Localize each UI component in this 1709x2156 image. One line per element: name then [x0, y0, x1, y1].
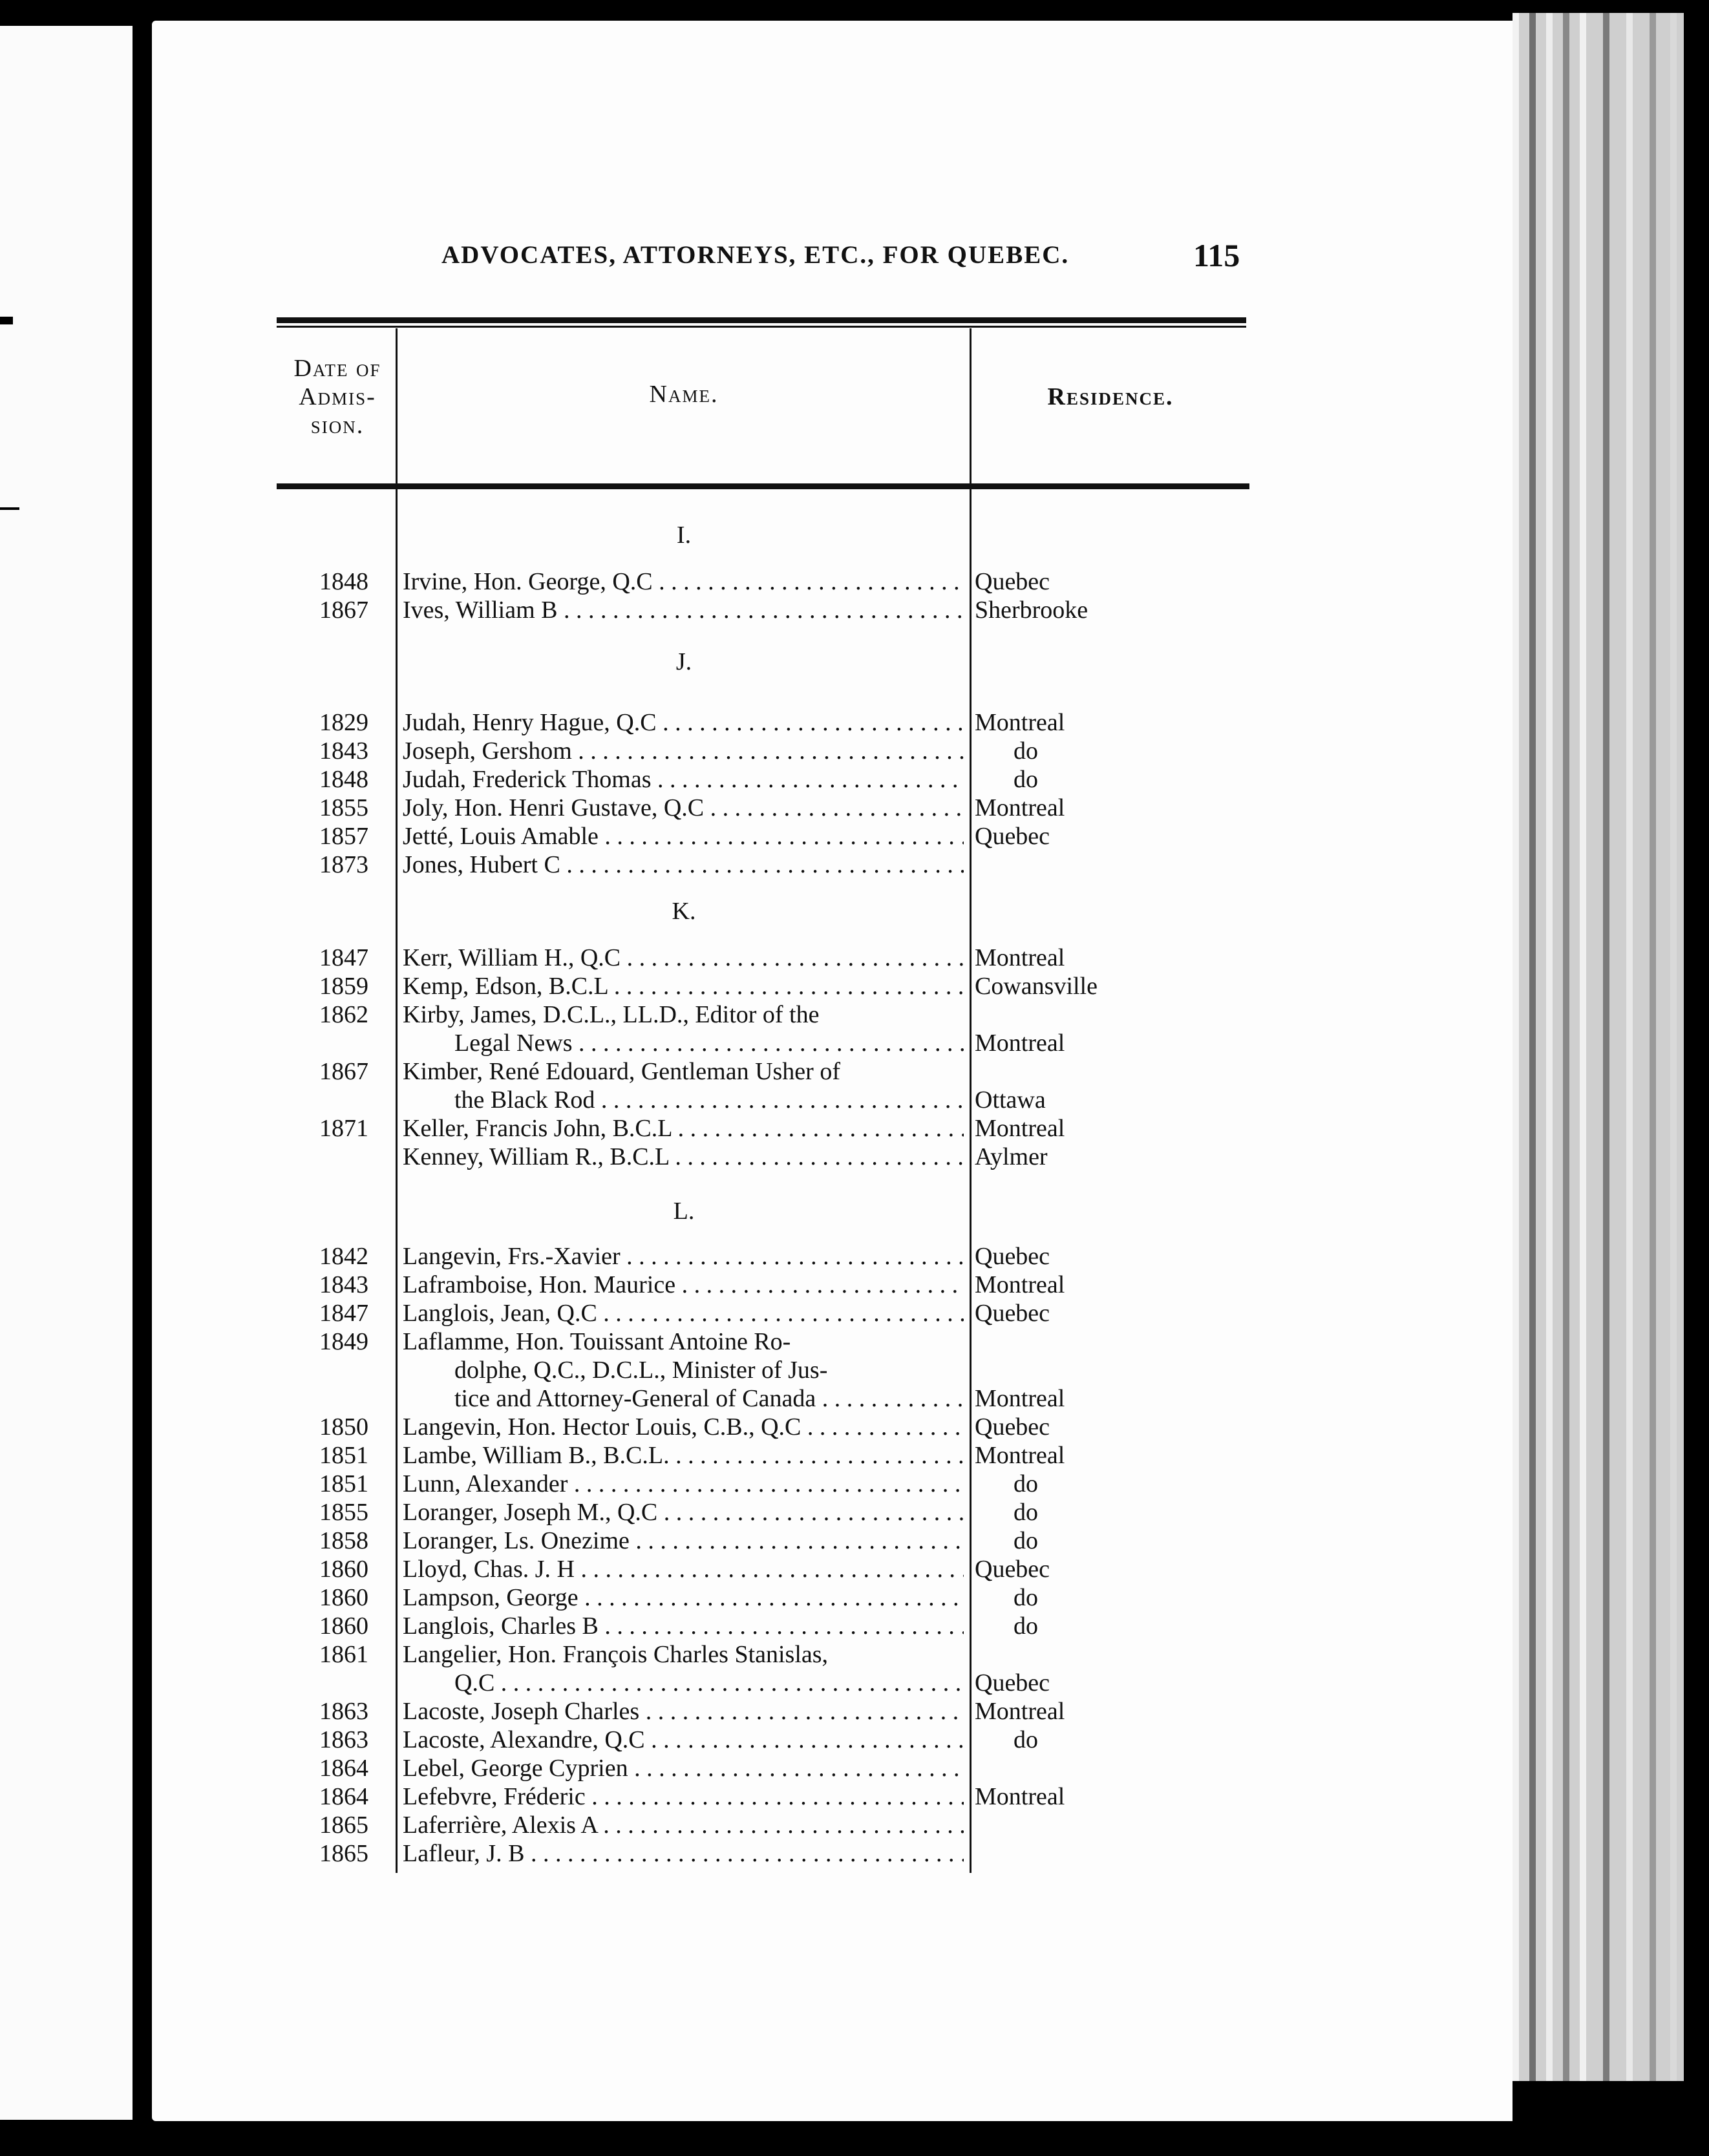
admission-year: 1867 — [319, 1058, 368, 1085]
page-number: 115 — [1193, 237, 1240, 273]
table-row — [0, 822, 1709, 851]
admission-year: 1855 — [319, 1499, 368, 1526]
advocate-name: dolphe, Q.C., D.C.L., Minister of Jus- — [454, 1357, 828, 1384]
table-row — [0, 1583, 1709, 1612]
table-row — [0, 851, 1709, 879]
residence: Quebec — [975, 568, 1050, 595]
admission-year: 1873 — [319, 851, 368, 878]
facing-page-mark — [0, 507, 19, 510]
top-rule-thin — [277, 326, 1246, 328]
table-row — [0, 1555, 1709, 1583]
column-header-date-line: Admis- — [299, 383, 376, 410]
advocate-name: Irvine, Hon. George, Q.C . . . — [403, 567, 964, 596]
admission-year: 1848 — [319, 568, 368, 595]
residence: Quebec — [975, 1556, 1050, 1583]
admission-year: 1865 — [319, 1840, 368, 1867]
admission-year: 1843 — [319, 737, 368, 765]
residence: Montreal — [975, 1030, 1065, 1057]
table-row — [0, 1356, 1709, 1384]
advocate-name: Lafleur, J. B . . . — [403, 1839, 964, 1868]
residence: Quebec — [975, 1243, 1050, 1270]
advocate-name: Joseph, Gershom . . . — [403, 737, 964, 765]
residence: do — [1014, 1499, 1038, 1526]
advocate-name: Lunn, Alexander . . . — [403, 1470, 964, 1498]
table-row — [0, 1086, 1709, 1114]
column-header-date-line: sion. — [310, 412, 365, 439]
advocate-name: Kerr, William H., Q.C . . . — [403, 944, 964, 972]
admission-year: 1861 — [319, 1641, 368, 1668]
table-row — [0, 1754, 1709, 1782]
advocate-name: Laframboise, Hon. Maurice . . . — [403, 1271, 964, 1299]
admission-year: 1842 — [319, 1243, 368, 1270]
top-rule — [277, 317, 1246, 323]
advocate-name: Laflamme, Hon. Touissant Antoine Ro- — [403, 1328, 791, 1355]
advocate-name: Loranger, Ls. Onezime . . . — [403, 1527, 964, 1555]
admission-year: 1847 — [319, 1300, 368, 1327]
table-row — [0, 1029, 1709, 1057]
admission-year: 1864 — [319, 1755, 368, 1782]
advocate-name: Lloyd, Chas. J. H . . . — [403, 1555, 964, 1583]
advocate-name: Legal News . . . — [454, 1029, 964, 1057]
section-letter: L. — [673, 1198, 695, 1225]
table-row — [0, 1726, 1709, 1754]
advocate-name: Lampson, George . . . — [403, 1583, 964, 1612]
admission-year: 1857 — [319, 823, 368, 850]
table-row — [0, 567, 1709, 596]
table-row — [0, 1697, 1709, 1726]
table-row — [0, 944, 1709, 972]
table-row — [0, 1782, 1709, 1811]
residence: do — [1014, 1584, 1038, 1611]
advocate-name: Kemp, Edson, B.C.L . . . — [403, 972, 964, 1000]
section-letter: K. — [672, 898, 696, 925]
facing-page-mark — [0, 317, 13, 324]
residence: Montreal — [975, 1385, 1065, 1412]
residence: Quebec — [975, 1413, 1050, 1441]
residence: Cowansville — [975, 973, 1098, 1000]
advocate-name: Langevin, Frs.-Xavier . . . — [403, 1242, 964, 1271]
table-row — [0, 708, 1709, 737]
advocate-name: Lacoste, Joseph Charles . . . — [403, 1697, 964, 1726]
admission-year: 1863 — [319, 1726, 368, 1753]
table-row — [0, 1527, 1709, 1555]
admission-year: 1858 — [319, 1527, 368, 1554]
advocate-name: Kirby, James, D.C.L., LL.D., Editor of the — [403, 1001, 820, 1028]
table-row — [0, 1441, 1709, 1470]
table-row — [0, 1811, 1709, 1839]
residence: Quebec — [975, 1300, 1050, 1327]
advocate-name: Keller, Francis John, B.C.L . . . — [403, 1114, 964, 1143]
residence: Montreal — [975, 794, 1065, 821]
admission-year: 1850 — [319, 1413, 368, 1441]
column-header-date-line: Date of — [293, 355, 381, 382]
advocate-name: Lambe, William B., B.C.L. . . . — [403, 1441, 964, 1470]
advocate-name: Ives, William B . . . — [403, 596, 964, 624]
residence: Montreal — [975, 1442, 1065, 1469]
header-rule — [277, 483, 1249, 489]
table-row — [0, 1000, 1709, 1029]
admission-year: 1864 — [319, 1783, 368, 1810]
residence: do — [1014, 1612, 1038, 1640]
table-row — [0, 1498, 1709, 1527]
residence: Montreal — [975, 944, 1065, 971]
table-row — [0, 1669, 1709, 1697]
admission-year: 1867 — [319, 597, 368, 624]
table-row — [0, 794, 1709, 822]
table-row — [0, 1299, 1709, 1327]
residence: Quebec — [975, 823, 1050, 850]
table-row — [0, 1327, 1709, 1356]
residence: Sherbrooke — [975, 597, 1088, 624]
admission-year: 1843 — [319, 1271, 368, 1298]
admission-year: 1859 — [319, 973, 368, 1000]
residence: Montreal — [975, 1115, 1065, 1142]
admission-year: 1851 — [319, 1442, 368, 1469]
admission-year: 1847 — [319, 944, 368, 971]
advocate-name: Lacoste, Alexandre, Q.C . . . — [403, 1726, 964, 1754]
residence: Montreal — [975, 1698, 1065, 1725]
residence: do — [1014, 1527, 1038, 1554]
admission-year: 1860 — [319, 1556, 368, 1583]
admission-year: 1855 — [319, 794, 368, 821]
advocate-name: Lebel, George Cyprien . . . — [403, 1754, 964, 1782]
residence: do — [1014, 737, 1038, 765]
section-letter: J. — [675, 648, 692, 675]
admission-year: 1862 — [319, 1001, 368, 1028]
table-row — [0, 765, 1709, 794]
advocate-name: Kenney, William R., B.C.L . . . — [403, 1143, 964, 1171]
admission-year: 1829 — [319, 709, 368, 736]
table-row — [0, 1612, 1709, 1640]
admission-year: 1871 — [319, 1115, 368, 1142]
advocate-name: Judah, Henry Hague, Q.C . . . — [403, 708, 964, 737]
table-row — [0, 1114, 1709, 1143]
table-row — [0, 1384, 1709, 1413]
column-header-name: Name. — [649, 381, 719, 408]
advocate-name: Jetté, Louis Amable . . . — [403, 822, 964, 851]
table-row — [0, 1271, 1709, 1299]
advocate-name: Langevin, Hon. Hector Louis, C.B., Q.C . . . — [403, 1413, 964, 1441]
advocate-name: Kimber, René Edouard, Gentleman Usher of — [403, 1058, 840, 1085]
column-header-date — [277, 354, 398, 439]
advocate-name: Langlois, Charles B . . . — [403, 1612, 964, 1640]
table-row — [0, 1640, 1709, 1669]
admission-year: 1860 — [319, 1612, 368, 1640]
column-header-residence: Residence. — [1047, 383, 1174, 410]
admission-year: 1863 — [319, 1698, 368, 1725]
section-letter: I. — [676, 522, 692, 549]
table-row — [0, 1839, 1709, 1868]
admission-year: 1849 — [319, 1328, 368, 1355]
admission-year: 1848 — [319, 766, 368, 793]
running-head: ADVOCATES, ATTORNEYS, ETC., FOR QUEBEC. — [441, 241, 1070, 269]
admission-year: 1865 — [319, 1812, 368, 1839]
advocate-name: Joly, Hon. Henri Gustave, Q.C . . . — [403, 794, 964, 822]
advocate-name: Lefebvre, Fréderic . . . — [403, 1782, 964, 1811]
advocate-name: the Black Rod . . . — [454, 1086, 964, 1114]
residence: do — [1014, 766, 1038, 793]
residence: do — [1014, 1470, 1038, 1497]
admission-year: 1851 — [319, 1470, 368, 1497]
table-row — [0, 1057, 1709, 1086]
table-row — [0, 1143, 1709, 1171]
residence: Montreal — [975, 1783, 1065, 1810]
residence: Aylmer — [975, 1143, 1048, 1170]
table-row — [0, 1242, 1709, 1271]
advocate-name: Laferrière, Alexis A . . . — [403, 1811, 964, 1839]
residence: Quebec — [975, 1669, 1050, 1696]
advocate-name: Q.C . . . — [454, 1669, 964, 1697]
table-row — [0, 1470, 1709, 1498]
admission-year: 1860 — [319, 1584, 368, 1611]
residence: do — [1014, 1726, 1038, 1753]
advocate-name: tice and Attorney-General of Canada . . . — [454, 1384, 964, 1413]
advocate-name: Langlois, Jean, Q.C . . . — [403, 1299, 964, 1327]
table-row — [0, 737, 1709, 765]
residence: Ottawa — [975, 1086, 1046, 1114]
table-row — [0, 596, 1709, 624]
residence: Montreal — [975, 1271, 1065, 1298]
advocate-name: Jones, Hubert C . . . — [403, 851, 964, 879]
advocate-name: Loranger, Joseph M., Q.C . . . — [403, 1498, 964, 1527]
table-row — [0, 972, 1709, 1000]
advocate-name: Judah, Frederick Thomas . . . — [403, 765, 964, 794]
residence: Montreal — [975, 709, 1065, 736]
advocate-name: Langelier, Hon. François Charles Stanislas, — [403, 1641, 829, 1668]
table-row — [0, 1413, 1709, 1441]
